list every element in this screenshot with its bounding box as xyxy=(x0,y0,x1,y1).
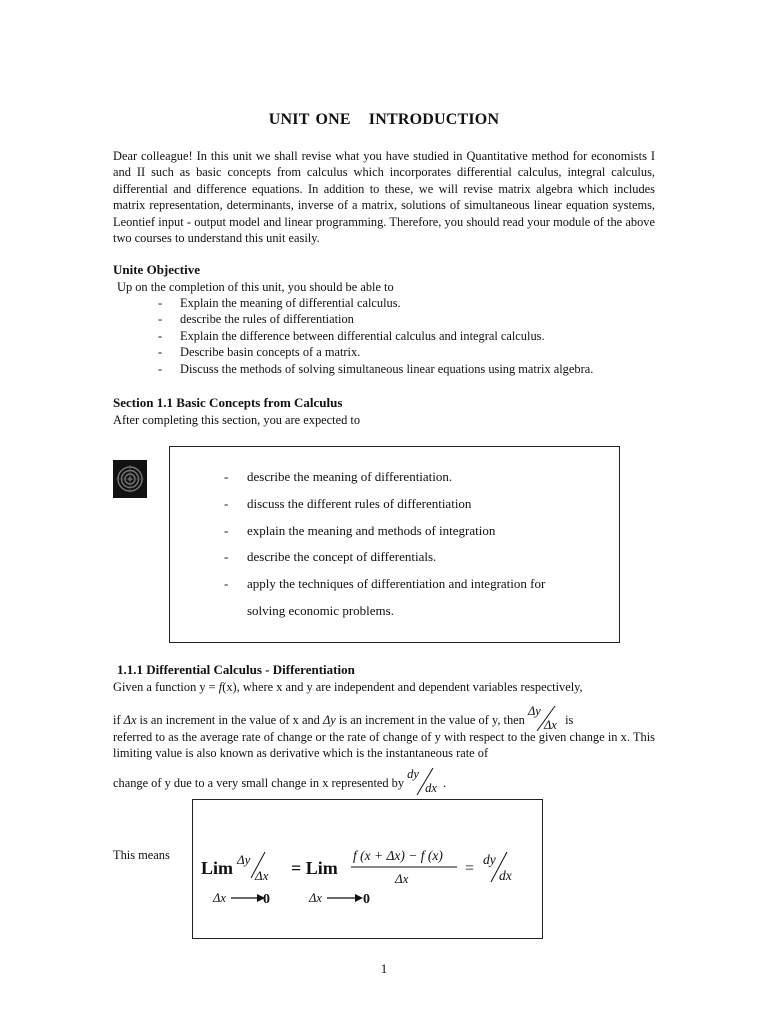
svg-text:dy: dy xyxy=(483,852,496,867)
svg-text:=: = xyxy=(465,860,475,877)
objective-list xyxy=(158,295,658,377)
title-topic: INTRODUCTION xyxy=(368,111,500,128)
objective-heading: Unite Objective xyxy=(113,262,201,277)
title-unit: UNIT ONE xyxy=(268,111,351,128)
objective-lead: Up on the completion of this unit, you should be able to xyxy=(117,280,394,294)
list-item: - Describe basin concepts of a matrix. xyxy=(158,345,361,360)
limit-formula-box xyxy=(192,799,543,939)
subsection-paragraph: referred to as the average rate of change or the rate of change of y with respect to the given change in x. This limiting value is also known as derivative which is the instantaneous rate of xyxy=(113,730,655,761)
list-item: - describe the rules of differentiation xyxy=(158,312,354,327)
svg-text:Δx: Δx xyxy=(395,871,409,886)
svg-text:Δy: Δy xyxy=(237,852,251,867)
svg-text:0: 0 xyxy=(263,892,270,907)
svg-text:Lim: Lim xyxy=(201,858,234,878)
subsection-line-2: if Δx is an increment in the value of x and Δy is an increment in the value of y, then Δy Δx is xyxy=(113,704,574,732)
svg-text:dx: dx xyxy=(499,868,512,883)
svg-text:Δx: Δx xyxy=(255,868,269,883)
section-lead: After completing this section, you are expected to xyxy=(113,413,361,427)
svg-text:Δx: Δx xyxy=(309,891,322,905)
svg-text:f (x + Δx) − f (x): f (x + Δx) − f (x) xyxy=(353,848,443,863)
section-objectives-box: - describe the meaning of differentiation. - discuss the different rules of differentiation - explain the meaning and methods of integration - describe the concept of differentials. - apply the techniques of differentiation and integration for solving economic problems. xyxy=(169,446,620,643)
limit-formula xyxy=(193,800,542,938)
subsection-line-1: Given a function y = f(x), where x and y are independent and dependent variables respectively, xyxy=(113,680,583,694)
section-heading: Section 1.1 Basic Concepts from Calculus xyxy=(113,395,343,410)
svg-text:Δx: Δx xyxy=(213,891,226,905)
list-item: - Discuss the methods of solving simultaneous linear equations using matrix algebra. xyxy=(158,361,594,376)
target-icon xyxy=(113,460,147,498)
list-item: - Explain the meaning of differential calculus. xyxy=(158,296,401,310)
page-title xyxy=(0,111,768,129)
intro-paragraph: Dear colleague! In this unit we shall revise what you have studied in Quantitative method for economists I and II such as basic concepts from calculus which incorporates differential calculus, integral calculus, differential and difference equations. In addition to these, we will revise matrix algebra which includes matrix representation, determinants, inverse of a matrix, solutions of simultaneous linear equation systems, Leontief input - output model and linear programming. Therefore, you should read your module of the above two courses to understand this unit easily. xyxy=(113,149,655,246)
list-item: - Explain the difference between differential calculus and integral calculus. xyxy=(158,328,545,343)
svg-text:= Lim: = Lim xyxy=(291,858,338,878)
page-number: 1 xyxy=(380,961,388,976)
subsection-line-4: change of y due to a very small change in x represented by dy dx . xyxy=(113,767,447,795)
svg-text:0: 0 xyxy=(363,892,370,907)
this-means-label: This means xyxy=(113,848,170,862)
dy-dx-fraction: dy dx xyxy=(407,767,437,795)
subsection-heading: 1.1.1 Differential Calculus - Differentiation xyxy=(117,662,355,677)
dy-over-dx-fraction: Δy Δx xyxy=(527,704,557,732)
